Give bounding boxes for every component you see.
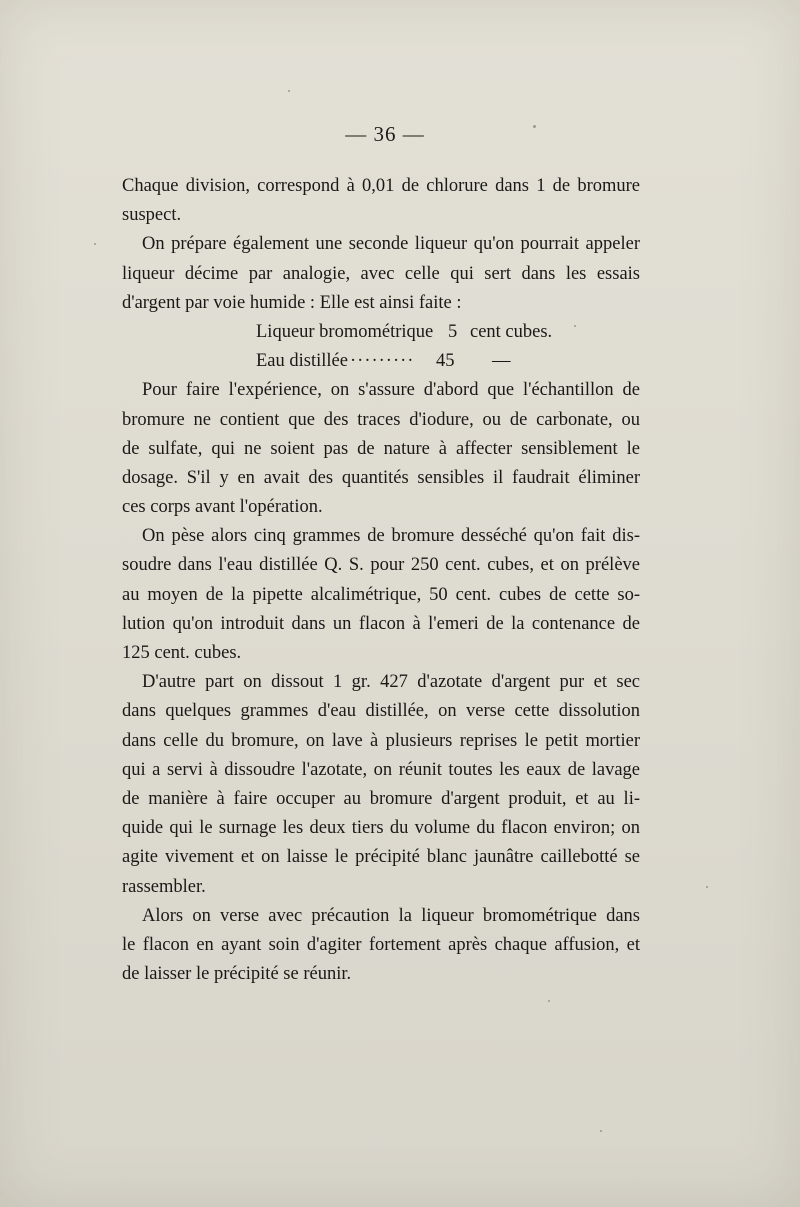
formula-dots: ·········: [350, 351, 415, 372]
formula-dash: —: [492, 351, 511, 372]
text-line: de manière à faire occuper au bromure d'argent produit, et au li-: [122, 788, 640, 809]
formula-value: 5: [448, 321, 458, 342]
text-line: lution qu'on introduit dans un flacon à l'emeri de la contenance de: [122, 613, 640, 634]
text-line: agite vivement et on laisse le précipité blanc jaunâtre caillebotté se: [122, 847, 640, 868]
text-line: D'autre part on dissout 1 gr. 427 d'azotate d'argent pur et sec: [142, 672, 640, 693]
text-line: ces corps avant l'opération.: [122, 497, 323, 518]
formula-label: Liqueur bromométrique: [256, 321, 434, 342]
text-line: dans quelques grammes d'eau distillée, on verse cette dissolution: [122, 701, 640, 722]
paper-speck: [706, 886, 708, 888]
text-line: liqueur décime par analogie, avec celle qui sert dans les essais: [122, 263, 640, 284]
text-line: au moyen de la pipette alcalimétrique, 50 cent. cubes de cette so-: [122, 584, 640, 605]
text-line: Pour faire l'expérience, on s'assure d'abord que l'échantillon de: [142, 380, 640, 401]
text-line: dosage. S'il y en avait des quantités sensibles il faudrait éliminer: [122, 467, 640, 488]
text-line: quide qui le surnage les deux tiers du volume du flacon environ; on: [122, 818, 640, 839]
text-line: dans celle du bromure, on lave à plusieurs reprises le petit mortier: [122, 730, 640, 751]
formula-value: 45: [436, 351, 455, 372]
formula-label: Eau distillée: [256, 351, 348, 372]
page-number: — 36 —: [345, 122, 425, 146]
text-line: soudre dans l'eau distillée Q. S. pour 250 cent. cubes, et on prélève: [122, 555, 640, 576]
text-line: Chaque division, correspond à 0,01 de chlorure dans 1 de bromure: [122, 176, 640, 196]
text-line: de sulfate, qui ne soient pas de nature à affecter sensiblement le: [122, 438, 640, 459]
text-line: 125 cent. cubes.: [122, 643, 242, 663]
text-line: bromure ne contient que des traces d'iodure, ou de carbonate, ou: [122, 409, 640, 430]
text-line: rassembler.: [122, 876, 206, 897]
paper-speck: [574, 325, 576, 327]
text-line: d'argent par voie humide : Elle est ainsi faite :: [122, 292, 462, 313]
paper-speck: [533, 125, 536, 128]
formula-row-eau: [122, 347, 640, 376]
text-line: On prépare également une seconde liqueur qu'on pourrait appeler: [142, 234, 640, 255]
formula-unit: cent cubes.: [470, 321, 553, 342]
text-line: Alors on verse avec précaution la liqueur bromométrique dans: [142, 905, 640, 926]
text-line: suspect.: [122, 205, 182, 226]
body-text: [122, 172, 640, 989]
paper-speck: [94, 243, 96, 245]
paper-speck: [600, 1130, 602, 1132]
paper-speck: [548, 1000, 550, 1002]
text-line: qui a servi à dissoudre l'azotate, on réunit toutes les eaux de lavage: [122, 759, 640, 780]
text-line: On pèse alors cinq grammes de bromure desséché qu'on fait dis-: [142, 526, 640, 547]
paper-speck: [288, 90, 290, 92]
formula-row-liqueur: [122, 318, 640, 347]
text-line: le flacon en ayant soin d'agiter fortement après chaque affusion, et: [122, 934, 640, 955]
text-line: de laisser le précipité se réunir.: [122, 964, 352, 985]
